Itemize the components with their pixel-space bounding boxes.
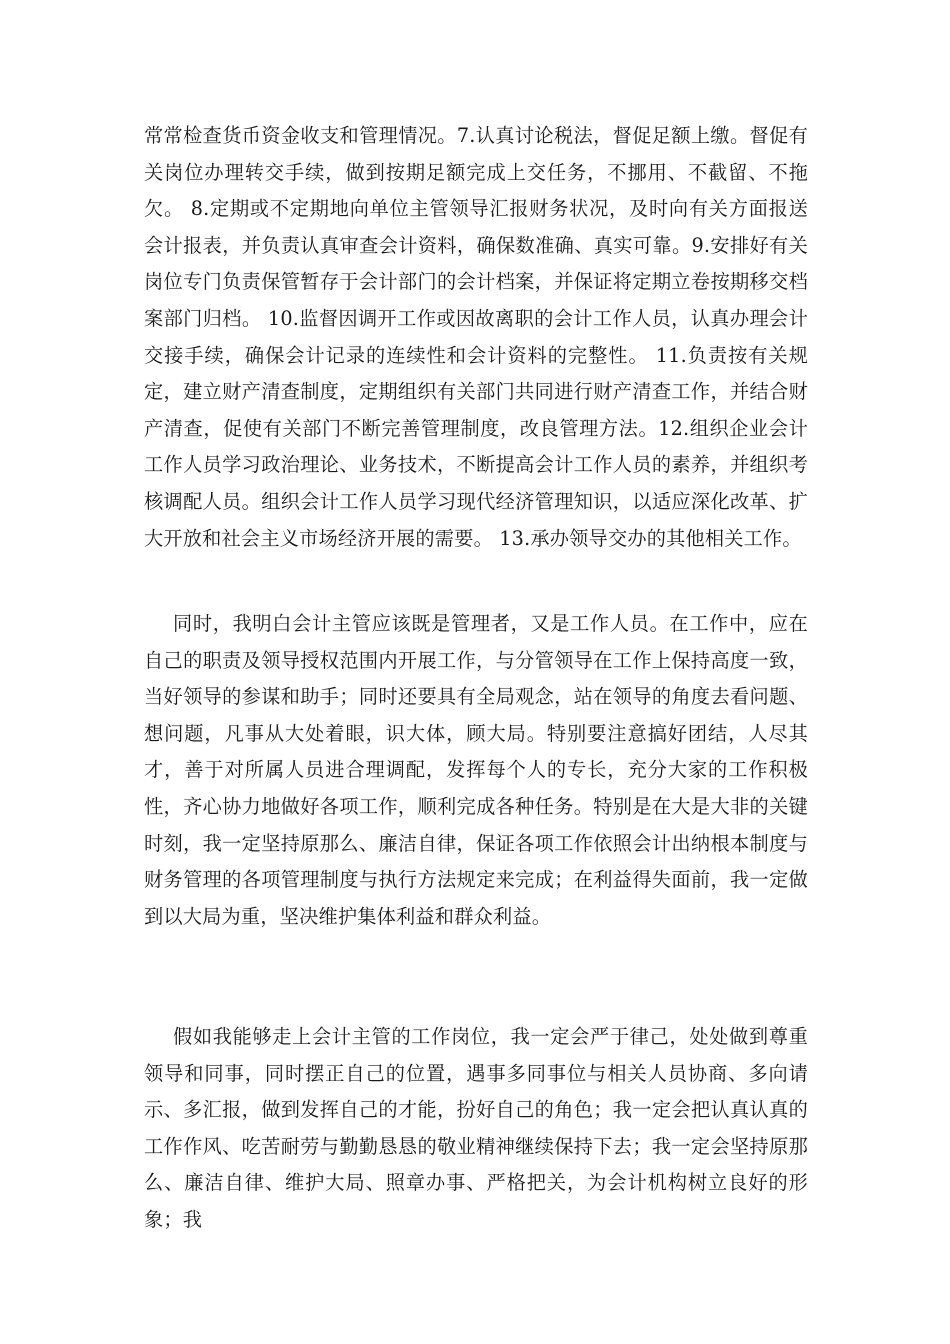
paragraph-manager-role: 同时，我明白会计主管应该既是管理者，又是工作人员。在工作中，应在自己的职责及领导授权范围内开展工作，与分管领导在工作上保持高度一致，当好领导的参谋和助手；同时还要具有全局观念，站在领导的角度去看问题、想问题，凡事从大处着眼，识大体，顾大局。特别要注意搞好团结，人尽其才，善于对所属人员进合理调配，发挥每个人的专长，充分大家的工作积极性，齐心协力地做好各项工作，顺利完成各种任务。特别是在大是大非的关键时刻，我一定坚持原那么、廉洁自律，保证各项工作依照会计出纳根本制度与财务管理的各项管理制度与执行方法规定来完成；在利益得失面前，我一定做到以大局为重，坚决维护集体利益和群众利益。 [144,612,808,928]
paragraph-duties-list: 常常检查货币资金收支和管理情况。7.认真讨论税法，督促足额上缴。督促有关岗位办理转交手续，做到按期足额完成上交任务，不挪用、不截留、不拖欠。 8.定期或不定期地向单位主管领导汇报财务状况，及时向有关方面报送会计报表，并负责认真审查会计资料，确保数准确、真实可靠。9.安排好有关岗位专门负责保管暂存于会计部门的会计档案，并保证将定期立卷按期移交档案部门归档。 10.监督因调开工作或因故离职的会计工作人员，认真办理会计交接手续，确保会计记录的连续性和会计资料的完整性。 11.负责按有关规定，建立财产清查制度，定期组织有关部门共同进行财产清查工作，并结合财产清查，促使有关部门不断完善管理制度，改良管理方法。12.组织企业会计工作人员学习政治理论、业务技术，不断提高会计工作人员的素养，并组织考核调配人员。组织会计工作人员学习现代经济管理知识，以适应深化改革、扩大开放和社会主义市场经济开展的需要。 13.承办领导交办的其他相关工作。 [144,124,808,550]
paragraph-commitment: 假如我能够走上会计主管的工作岗位，我一定会严于律己，处处做到尊重领导和同事，同时摆正自己的位置，遇事多同事位与相关人员协商、多向请示、多汇报，做到发挥自己的才能，扮好自己的角色；我一定会把认真认真的工作作风、吃苦耐劳与勤勤恳恳的敬业精神继续保持下去；我一定会坚持原那么、廉洁自律、维护大局、照章办事、严格把关，为会计机构树立良好的形象；我 [144,1025,808,1231]
